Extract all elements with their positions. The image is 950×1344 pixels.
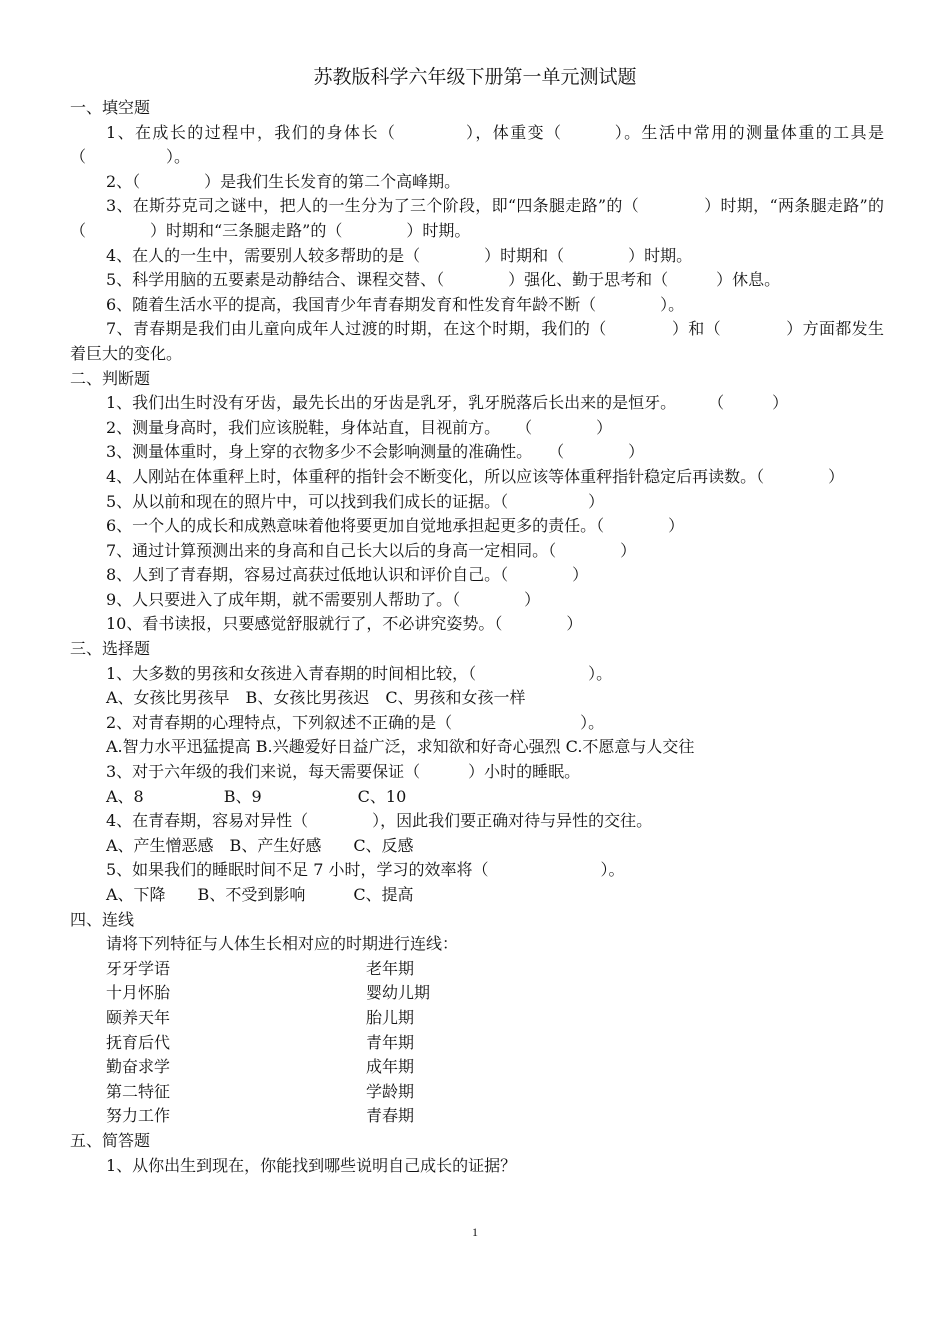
matching-row	[70, 1006, 884, 1031]
question-item: 9、人只要进入了成年期，就不需要别人帮助了。（ ）	[106, 589, 541, 609]
question-item: 1、我们出生时没有牙齿，最先长出的牙齿是乳牙，乳牙脱落后长出来的是恒牙。 （ ）	[106, 393, 789, 413]
matching-period: 青春期	[366, 1106, 415, 1126]
matching-feature: 牙牙学语	[106, 958, 171, 978]
matching-row	[70, 1080, 884, 1105]
matching-row	[70, 981, 884, 1006]
question-item: 7、通过计算预测出来的身高和自己长大以后的身高一定相同。（ ）	[106, 540, 637, 560]
section-heading-multiple-choice: 三、选择题	[70, 639, 151, 659]
answer-options: A、女孩比男孩早 B、女孩比男孩迟 C、男孩和女孩一样	[106, 688, 526, 708]
section-heading-true-false: 二、判断题	[70, 368, 151, 388]
question-item: 7、青春期是我们由儿童向成年人过渡的时期，在这个时期，我们的（ ）和（ ）方面都发生着巨大的变化。	[70, 319, 884, 363]
answer-options: A、8 B、9 C、10	[106, 786, 407, 806]
question-item: 4、在青春期，容易对异性（ ），因此我们要正确对待与异性的交往。	[106, 811, 653, 831]
matching-instruction: 请将下列特征与人体生长相对应的时期进行连线：	[106, 934, 459, 954]
question-item: 2、测量身高时，我们应该脱鞋，身体站直，目视前方。 （ ）	[106, 417, 613, 437]
section-heading-matching: 四、连线	[70, 909, 135, 929]
matching-row	[70, 1104, 884, 1129]
answer-options: A.智力水平迅猛提高 B.兴趣爱好日益广泛，求知欲和好奇心强烈 C.不愿意与人交往	[106, 737, 695, 757]
question-item: 1、从你出生到现在，你能找到哪些说明自己成长的证据？	[106, 1155, 517, 1175]
matching-feature: 颐养天年	[106, 1007, 171, 1027]
section-heading-fill-blank: 一、填空题	[70, 98, 151, 117]
matching-feature: 抚育后代	[106, 1032, 171, 1052]
matching-row	[70, 1031, 884, 1056]
question-item: 2、（ ）是我们生长发育的第二个高峰期。	[106, 171, 461, 191]
question-item: 10、看书读报，只要感觉舒服就行了，不必讲究姿势。（ ）	[106, 614, 583, 634]
question-item: 1、在成长的过程中，我们的身体长（ ），体重变（ ）。生活中常用的测量体重的工具是（ ）。	[70, 122, 884, 167]
page-number: 1	[472, 1225, 478, 1239]
question-item: 6、随着生活水平的提高，我国青少年青春期发育和性发育年龄不断（ ）。	[106, 294, 685, 314]
matching-period: 胎儿期	[366, 1007, 415, 1027]
matching-feature: 勤奋求学	[106, 1057, 171, 1077]
question-item: 2、对青春期的心理特点，下列叙述不正确的是（ ）。	[106, 712, 605, 732]
section-heading-short-answer: 五、简答题	[70, 1130, 151, 1150]
question-item: 3、测量体重时，身上穿的衣物多少不会影响测量的准确性。 （ ）	[106, 442, 645, 462]
question-item: 5、如果我们的睡眠时间不足 7 小时，学习的效率将（ ）。	[106, 860, 625, 880]
question-item: 8、人到了青春期，容易过高获过低地认识和评价自己。（ ）	[106, 565, 589, 585]
matching-row	[70, 1055, 884, 1080]
question-item: 5、科学用脑的五要素是动静结合、课程交替、（ ）强化、勤于思考和（ ）休息。	[106, 270, 781, 290]
matching-period: 学龄期	[366, 1081, 415, 1101]
matching-period: 青年期	[366, 1032, 415, 1052]
question-item: 6、一个人的成长和成熟意味着他将要更加自觉地承担起更多的责任。（ ）	[106, 516, 685, 536]
answer-options: A、产生憎恶感 B、产生好感 C、反感	[106, 835, 414, 855]
question-item: 4、人刚站在体重秤上时，体重秤的指针会不断变化，所以应该等体重秤指针稳定后再读数。（ ）	[106, 466, 845, 486]
matching-feature: 第二特征	[106, 1081, 171, 1101]
answer-options: A、下降 B、不受到影响 C、提高	[106, 885, 414, 904]
document-body	[70, 96, 884, 1178]
question-item: 3、在斯芬克司之谜中，把人的一生分为了三个阶段，即“四条腿走路”的（ ）时期，“两条腿走路”的（ ）时期和“三条腿走路”的（ ）时期。	[70, 196, 884, 240]
question-item: 3、对于六年级的我们来说，每天需要保证（ ）小时的睡眠。	[106, 762, 581, 782]
matching-period: 婴幼儿期	[366, 983, 431, 1003]
matching-period: 老年期	[366, 958, 415, 978]
question-item: 4、在人的一生中，需要别人较多帮助的是（ ）时期和（ ）时期。	[106, 245, 693, 265]
question-item: 1、大多数的男孩和女孩进入青春期的时间相比较，（ ）。	[106, 663, 613, 683]
matching-feature: 十月怀胎	[106, 983, 171, 1003]
page-title: 苏教版科学六年级下册第一单元测试题	[313, 66, 637, 88]
matching-feature: 努力工作	[106, 1106, 171, 1126]
matching-row	[70, 957, 884, 982]
matching-period: 成年期	[366, 1057, 415, 1077]
question-item: 5、从以前和现在的照片中，可以找到我们成长的证据。（ ）	[106, 491, 605, 511]
